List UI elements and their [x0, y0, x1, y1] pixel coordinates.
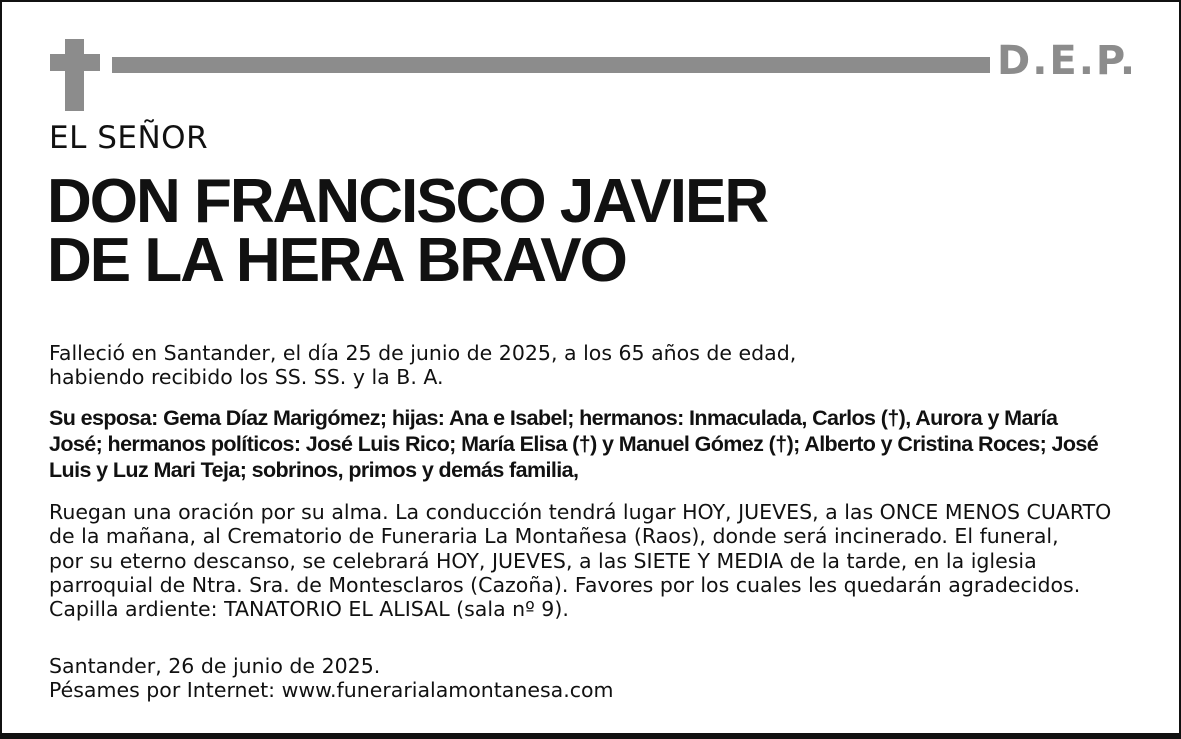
name-line-2: DE LA HERA BRAVO	[47, 226, 626, 295]
death-line: habiendo recibido los SS. SS. y la B. A.	[49, 365, 444, 390]
service-line: de la mañana, al Crematorio de Funeraria La Montañesa (Raos), donde será incinerado. El funeral,	[49, 524, 1059, 549]
deceased-name	[47, 167, 768, 295]
name-line-1: DON FRANCISCO JAVIER	[47, 167, 768, 236]
family-line: Luis y Luz Mari Teja; sobrinos, primos y demás familia,	[49, 458, 579, 482]
service-line: parroquial de Ntra. Sra. de Montesclaros (Cazoña). Favores por los cuales les quedarán agradecidos.	[49, 572, 1081, 597]
dep-label: D.E.P.	[997, 38, 1138, 84]
service-line: por su eterno descanso, se celebrará HOY, JUEVES, a las SIETE Y MEDIA de la tarde, en la iglesia	[49, 548, 1037, 573]
family-line: José; hermanos políticos: José Luis Rico; María Elisa (†) y Manuel Gómez (†); Alberto y Cristina Roces; José	[49, 432, 1099, 456]
death-paragraph	[49, 341, 796, 390]
service-paragraph	[49, 500, 1111, 621]
header-rule	[112, 57, 990, 73]
family-line: Su esposa: Gema Díaz Marigómez; hijas: Ana e Isabel; hermanos: Inmaculada, Carlos (†), Aurora y María	[49, 406, 1058, 430]
honorific: EL SEÑOR	[49, 120, 209, 156]
service-line: Capilla ardiente: TANATORIO EL ALISAL (sala nº 9).	[49, 597, 569, 622]
condolences-link: Pésames por Internet: www.funerarialamontanesa.com	[49, 678, 614, 703]
closing-paragraph	[49, 654, 614, 703]
place-date: Santander, 26 de junio de 2025.	[49, 654, 381, 678]
service-line: Ruegan una oración por su alma. La conducción tendrá lugar HOY, JUEVES, a las ONCE MENOS CUARTO	[49, 500, 1112, 524]
cross-icon	[50, 39, 100, 111]
family-paragraph	[49, 405, 1098, 483]
death-line: Falleció en Santander, el día 25 de junio de 2025, a los 65 años de edad,	[49, 341, 797, 365]
